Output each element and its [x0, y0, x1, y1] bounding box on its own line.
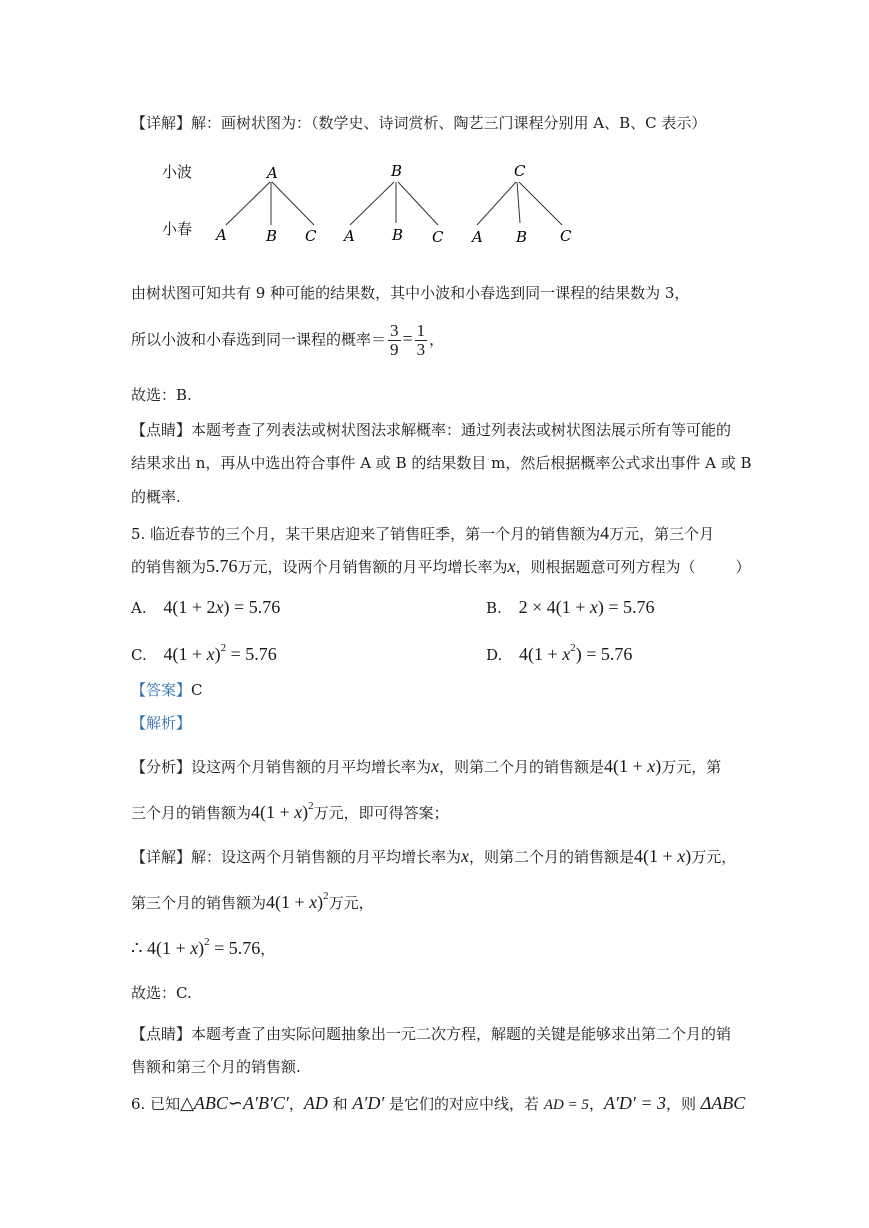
- p4-detail-line: [131, 116, 706, 131]
- q5-detail-line2: [131, 891, 374, 911]
- detail-text: 万元，: [691, 848, 737, 866]
- tree-row2-label: 小春: [162, 220, 193, 238]
- q6-eq-ad: AD = 5: [543, 1097, 589, 1113]
- equals-sign: =: [402, 328, 413, 349]
- tree-branch: [226, 182, 270, 225]
- q5-stem-text: 5. 临近春节的三个月，某干果店迎来了销售旺季，第一个月的销售额为: [131, 525, 601, 543]
- analyze-text: 万元，第: [661, 758, 722, 776]
- analyze-text: ，则第二个月的销售额是: [439, 758, 605, 776]
- tree-leaf-b-b: B: [392, 226, 404, 244]
- q6-text: 6. 已知: [131, 1095, 181, 1113]
- tree-leaf-a-a: A: [216, 226, 227, 244]
- q5-choice: 故选：C.: [131, 984, 192, 1002]
- tree-branch: [272, 182, 314, 225]
- q5-comment-2: 售额和第三个月的销售额.: [131, 1058, 301, 1076]
- tree-branch: [519, 182, 562, 225]
- q6-eq-ad-prime: A′D′ = 3: [603, 1093, 666, 1113]
- var-x: x: [461, 846, 470, 866]
- tree-branch: [398, 182, 438, 225]
- tree-leaf-c-c: C: [560, 227, 572, 245]
- q5-equation-line: [131, 937, 275, 957]
- q5-answer: [131, 683, 203, 698]
- comment-label: 【点睛】: [131, 1025, 192, 1043]
- tree-branch: [350, 182, 394, 225]
- q5-stem-text: ，则根据题意可列方程为（: [515, 558, 696, 576]
- option-letter: B.: [486, 599, 502, 617]
- q5-variable: x: [507, 556, 516, 576]
- detail-text: 第三个月的销售额为: [131, 894, 267, 912]
- detail-text: 解：画树状图为：（数学史、诗词赏析、陶艺三门课程分别用 A、B、C 表示）: [191, 114, 707, 132]
- prob-suffix: ，: [429, 330, 445, 349]
- option-expr: $4(1 + x)^2 = 5.76$: [163, 642, 277, 664]
- q5-stem-text: ）: [735, 558, 751, 576]
- q6-text: ，: [288, 1095, 304, 1113]
- q6-text: ，则: [665, 1095, 701, 1113]
- prob-prefix: 所以小波和小春选到同一课程的概率＝: [131, 330, 387, 349]
- frac-num: 1: [416, 321, 426, 340]
- q5-stem-line1: [131, 524, 714, 542]
- frac-num: 3: [390, 321, 399, 340]
- p4-comment-2: 结果求出 n，再从中选出符合事件 A 或 B 的结果数目 m，然后根据概率公式求出事件 A 或 B: [131, 454, 752, 472]
- q6-median-ad: AD: [303, 1093, 328, 1113]
- expr-4-1-plus-x: 4(1 + x): [634, 846, 692, 866]
- tree-row1-label: 小波: [162, 163, 193, 181]
- option-expr: 2 × 4(1 + x) = 5.76: [518, 597, 655, 617]
- expr-4-1-plus-x-sq: $4(1 + x)^2$: [266, 890, 329, 912]
- comment-label: 【点睛】: [131, 421, 192, 439]
- therefore-symbol: ∴: [131, 938, 143, 958]
- q5-number: 5.76: [206, 556, 238, 576]
- equation: $4(1 + x)^2 = 5.76$: [142, 936, 261, 958]
- q5-detail-line1: [131, 847, 736, 865]
- analysis-label: 【解析】: [131, 714, 192, 732]
- option-expr: $4(1 + x^2) = 5.76$: [519, 642, 633, 664]
- q5-comment-1: [131, 1027, 731, 1042]
- frac-den: 3: [416, 339, 426, 359]
- q5-stem-line2: [131, 557, 751, 575]
- tree-root-a: A: [267, 164, 278, 182]
- detail-label: 【详解】: [131, 848, 192, 866]
- option-b[interactable]: [486, 598, 655, 616]
- tree-branch: [517, 182, 520, 223]
- analyze-text: 万元，即可得答案；: [313, 804, 449, 822]
- comment-text: 本题考查了由实际问题抽象出一元二次方程，解题的关键是能够求出第二个月的销: [191, 1025, 732, 1043]
- tree-root-b: B: [391, 162, 403, 180]
- analyze-label: 【分析】: [131, 758, 192, 776]
- p4-choice: 故选：B.: [131, 386, 192, 404]
- option-c[interactable]: [131, 643, 277, 663]
- option-letter: C.: [131, 646, 147, 664]
- detail-text: 万元，: [328, 894, 374, 912]
- expr-4-1-plus-x: 4(1 + x): [604, 756, 662, 776]
- fraction-3-9: [388, 322, 401, 359]
- q6-similar-triangles: △ABC∽A′B′C′: [180, 1093, 289, 1113]
- detail-text: 解：设这两个月销售额的月平均增长率为: [191, 848, 462, 866]
- q6-text: ，: [588, 1095, 604, 1113]
- q6-text: 是它们的对应中线，若: [384, 1095, 544, 1113]
- punct: ，: [260, 940, 276, 958]
- p4-comment-3: 的概率.: [131, 488, 181, 506]
- tree-leaf-c-a: A: [472, 228, 483, 246]
- q5-stem-text: 的销售额为: [131, 558, 207, 576]
- tree-leaf-b-c: C: [432, 228, 444, 246]
- analyze-text: 三个月的销售额为: [131, 804, 252, 822]
- detail-label: 【详解】: [131, 114, 192, 132]
- option-a[interactable]: [131, 598, 280, 616]
- q5-stem-text: 万元，第三个月: [609, 525, 715, 543]
- tree-branch: [477, 182, 516, 225]
- q6-triangle-abc: ΔABC: [700, 1093, 746, 1113]
- q6-text: 和: [327, 1095, 353, 1113]
- q5-analyze-line1: [131, 757, 721, 775]
- analyze-text: 设这两个月销售额的月平均增长率为: [191, 758, 432, 776]
- tree-diagram: [150, 155, 600, 255]
- q5-analyze-line2: [131, 801, 449, 821]
- expr-4-1-plus-x-sq: $4(1 + x)^2$: [251, 800, 314, 822]
- tree-leaf-a-b: B: [266, 227, 278, 245]
- p4-comment-1: [131, 423, 731, 438]
- p4-line1: 由树状图可知共有 9 种可能的结果数，其中小波和小春选到同一课程的结果数为 3，: [131, 284, 690, 302]
- tree-leaf-c-b: B: [516, 228, 528, 246]
- tree-root-c: C: [514, 162, 526, 180]
- q5-number: 4: [600, 523, 610, 543]
- option-letter: A.: [131, 599, 147, 617]
- tree-leaf-a-c: C: [305, 227, 317, 245]
- option-d[interactable]: [486, 643, 632, 663]
- comment-text: 本题考查了列表法或树状图法求解概率：通过列表法或树状图法展示所有等可能的: [191, 421, 732, 439]
- q5-stem-text: 万元，设两个月销售额的月平均增长率为: [237, 558, 508, 576]
- detail-text: ，则第二个月的销售额是: [469, 848, 635, 866]
- option-expr: 4(1 + 2x) = 5.76: [163, 597, 281, 617]
- answer-value: C: [191, 681, 203, 699]
- p4-probability-line: [131, 322, 444, 359]
- option-letter: D.: [486, 646, 503, 664]
- q6-stem: [131, 1094, 745, 1113]
- frac-den: 9: [390, 339, 399, 359]
- answer-label: 【答案】: [131, 681, 192, 699]
- q6-median-ad-prime: A′D′: [352, 1093, 385, 1113]
- var-x: x: [431, 756, 440, 776]
- tree-leaf-b-a: A: [344, 227, 355, 245]
- fraction-1-3: [415, 322, 428, 359]
